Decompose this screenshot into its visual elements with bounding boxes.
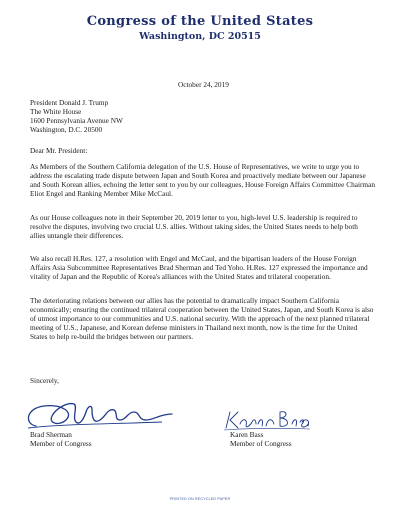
signature-sherman (22, 398, 182, 432)
signer-title: Member of Congress (30, 439, 92, 448)
signer-name: Brad Sherman (30, 430, 72, 439)
letterhead-title: Congress of the United States (86, 14, 314, 29)
recipient-office: The White House (30, 107, 82, 116)
recipient-street: 1600 Pennsylvania Avenue NW (30, 116, 123, 125)
letterhead-location: Washington, DC 20515 (139, 31, 261, 42)
recipient-city: Washington, D.C. 20500 (30, 125, 103, 134)
signature-bass (222, 408, 312, 432)
signer-block (230, 430, 292, 448)
signer-name: Karen Bass (230, 430, 264, 439)
recipient-address (30, 98, 123, 134)
closing: Sincerely, (30, 376, 59, 385)
footer-note: PRINTED ON RECYCLED PAPER (169, 497, 231, 501)
recipient-name: President Donald J. Trump (30, 98, 109, 107)
body-paragraph: The deteriorating relations between our allies has the potential to dramatically impact Southern California economically; ensuring the continued trilateral cooperation between the United States, Japan, and South Korea is also of utmost importance to our communities and U.S. national security. With the approach of the next planned trilateral meeting of U.S., Japanese, and Korean defense ministers in Thailand next month, now is the time for the United States to help re-build the bridges between our partners. (30, 296, 374, 342)
body-paragraph: We also recall H.Res. 127, a resolution with Engel and McCaul, and the bipartisan leaders of the House Foreign Affairs Asia Subcommittee Representatives Brad Sherman and Ted Yoho. H.Res. 127 expressed the importance and vitality of Japan and the Republic of Korea's alliances with the United States and trilateral cooperation. (30, 254, 368, 282)
salutation: Dear Mr. President: (30, 146, 88, 155)
signer-title: Member of Congress (230, 439, 292, 448)
body-paragraph: As our House colleagues note in their September 20, 2019 letter to you, high-level U.S. leadership is required to resolve the disputes, involving two crucial U.S. allies. Without taking sides, the United States needs to help both allies untangle their differences. (30, 213, 358, 241)
body-paragraph: As Members of the Southern California delegation of the U.S. House of Representatives, we write to urge you to address the escalating trade dispute between Japan and South Korea and proactively mediate between our Japanese and South Korean allies, echoing the letter sent to you by our colleagues, House Foreign Affairs Committee Chairman Eliot Engel and Ranking Member Mike McCaul. (30, 162, 375, 199)
letter-date: October 24, 2019 (178, 80, 229, 89)
signer-block (30, 430, 92, 448)
